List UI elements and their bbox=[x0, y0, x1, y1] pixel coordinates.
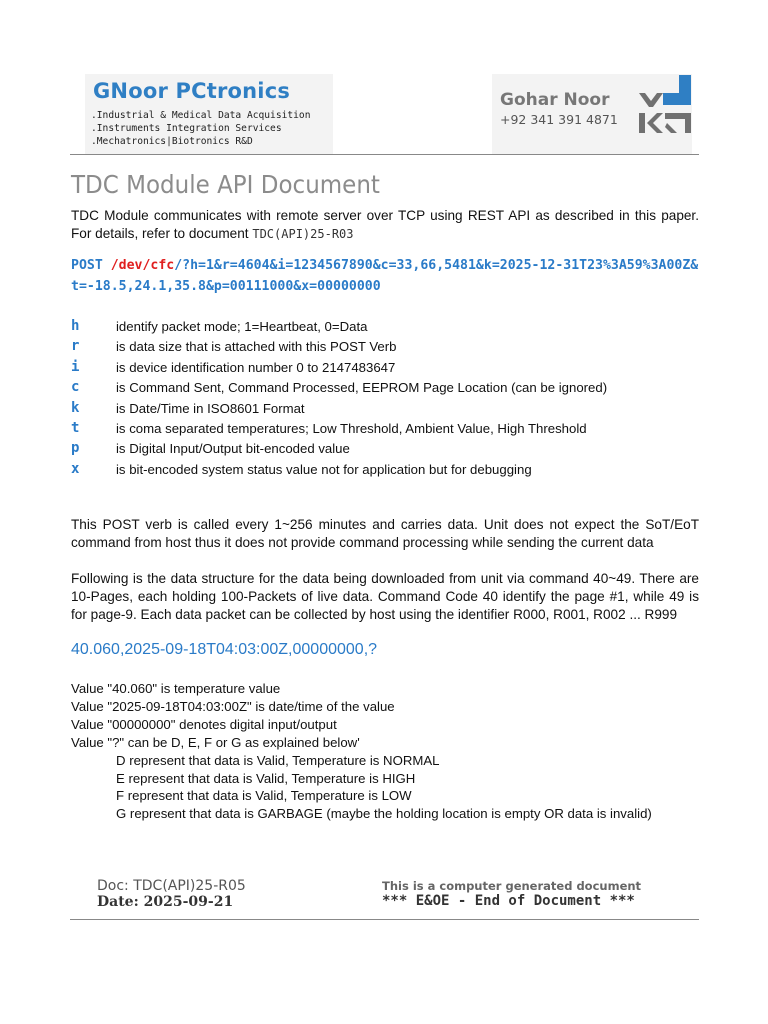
value-line: Value "?" can be D, E, F or G as explained below' bbox=[71, 734, 360, 750]
company-name: GNoor PCtronics bbox=[93, 79, 291, 103]
param-desc: is Date/Time in ISO8601 Format bbox=[116, 400, 305, 416]
param-key: i bbox=[71, 358, 80, 375]
value-line: Value "00000000" denotes digital input/output bbox=[71, 716, 337, 732]
header-divider bbox=[70, 154, 699, 155]
param-key: k bbox=[71, 399, 80, 416]
post-path: /dev/cfc bbox=[110, 258, 175, 273]
param-desc: is Digital Input/Output bit-encoded value bbox=[116, 441, 350, 457]
param-key: r bbox=[71, 338, 80, 355]
sample-packet: 40.060,2025-09-18T04:03:00Z,00000000,? bbox=[71, 641, 378, 658]
tagline-2: .Instruments Integration Services bbox=[91, 123, 282, 134]
company-banner bbox=[85, 74, 333, 154]
tagline-1: .Industrial & Medical Data Acquisition bbox=[91, 110, 311, 121]
param-key: c bbox=[71, 379, 80, 396]
value-line: Value "40.060" is temperature value bbox=[71, 681, 281, 696]
param-desc: is bit-encoded system status value not for application but for debugging bbox=[116, 461, 532, 477]
param-key: h bbox=[71, 318, 80, 334]
person-name: Gohar Noor bbox=[500, 90, 610, 110]
status-line: G represent that data is GARBAGE (maybe the holding location is empty OR data is invalid) bbox=[116, 806, 652, 822]
param-desc: is data size that is attached with this POST Verb bbox=[116, 339, 397, 355]
value-line: Value "2025-09-18T04:03:00Z" is date/time of the value bbox=[71, 698, 395, 714]
data-structure-paragraph: Following is the data structure for the data being downloaded from unit via command 40~49. There are 10-Pages, each holding 100-Packets of live data. Command Code 40 identify the page #1, while 49 is for page-9. Each data packet can be collected by host using the identifier R000, R001, R002 ... R999 bbox=[71, 571, 699, 622]
post-query: /?h=1&r=4604&i=1234567890&c=33,66,5481&k=2025-12-31T23%3A59%3A00Z&t=-18.5,24.1,35.8&p=00111000&x=00000000 bbox=[71, 258, 699, 294]
footer-divider bbox=[70, 919, 699, 920]
value-explanations bbox=[71, 680, 652, 823]
param-desc: is device identification number 0 to 2147483647 bbox=[116, 359, 396, 375]
footer-end: *** E&OE - End of Document *** bbox=[382, 893, 635, 909]
post-example bbox=[71, 255, 699, 297]
status-line: E represent that data is Valid, Temperature is HIGH bbox=[116, 770, 416, 786]
param-key: p bbox=[71, 440, 80, 457]
param-desc: is coma separated temperatures; Low Threshold, Ambient Value, High Threshold bbox=[116, 420, 587, 436]
brand-logo-icon bbox=[635, 75, 695, 137]
post-verb: POST bbox=[71, 258, 111, 273]
intro-doc-ref: TDC(API)25-R03 bbox=[252, 227, 354, 241]
post-description-paragraph: This POST verb is called every 1~256 minutes and carries data. Unit does not expect the SoT/EoT command from host thus it does not provide command processing while sending the current data bbox=[71, 517, 699, 550]
tagline-3: .Mechatronics|Biotronics R&D bbox=[91, 136, 253, 147]
status-line: D represent that data is Valid, Temperature is NORMAL bbox=[116, 752, 440, 768]
status-line: F represent that data is Valid, Temperature is LOW bbox=[116, 788, 412, 804]
footer-doc-id: Doc: TDC(API)25-R05 bbox=[97, 878, 246, 894]
intro-text: TDC Module communicates with remote server over TCP using REST API as described in this paper. For details, refer to document bbox=[71, 208, 699, 241]
footer-note: This is a computer generated document bbox=[382, 879, 642, 893]
intro-paragraph bbox=[71, 207, 699, 243]
footer-date: Date: 2025-09-21 bbox=[97, 894, 234, 910]
param-key: t bbox=[71, 419, 80, 436]
param-key: x bbox=[71, 460, 80, 477]
phone-number: +92 341 391 4871 bbox=[500, 112, 618, 127]
param-desc: identify packet mode; 1=Heartbeat, 0=Data bbox=[116, 319, 368, 334]
contact-banner bbox=[492, 74, 692, 154]
document-title: TDC Module API Document bbox=[71, 170, 380, 199]
param-desc: is Command Sent, Command Processed, EEPROM Page Location (can be ignored) bbox=[116, 380, 608, 396]
